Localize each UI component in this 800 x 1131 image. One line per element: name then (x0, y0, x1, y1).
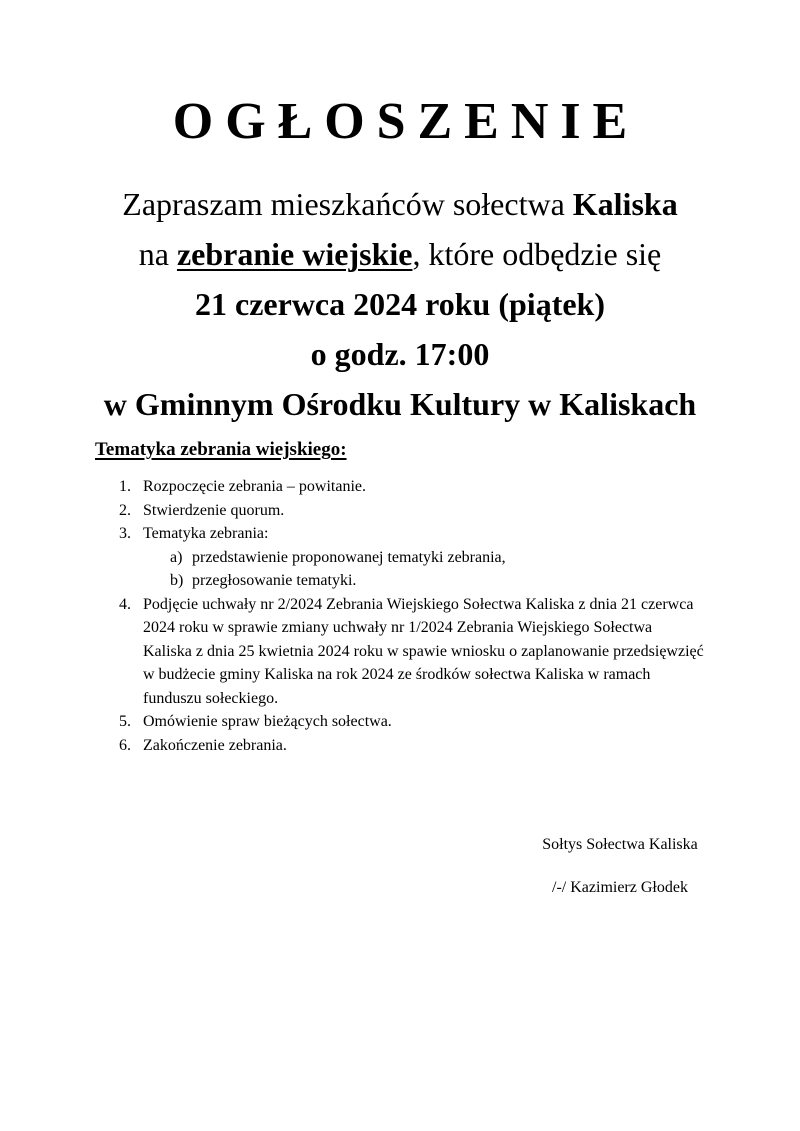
agenda-item-6 (95, 734, 705, 758)
agenda-item-3 (95, 522, 705, 546)
agenda-subitem-text: przedstawienie proponowanej tematyki zebrania, (192, 548, 506, 566)
agenda-item-2 (95, 499, 705, 523)
agenda-item-number: 3. (119, 525, 131, 542)
meeting-prefix: na (138, 236, 177, 272)
intro-block (95, 179, 705, 429)
signature-name: /-/ Kazimierz Głodek (552, 879, 688, 896)
agenda-item-4 (95, 593, 705, 711)
meeting-suffix: , które odbędzie się (412, 236, 662, 272)
agenda-item-text: Podjęcie uchwały nr 2/2024 Zebrania Wiejskiego Sołectwa Kaliska z dnia 21 czerwca 2024 roku w sprawie zmiany uchwały nr 1/2024 Zebrania Wiejskiego Sołectwa Kaliska z dnia 25 kwietnia 2024 roku w spawie wniosku o zaplanowanie przedsięwzięć w budżecie gminy Kaliska na rok 2024 ze środków sołectwa Kaliska w ramach funduszu sołeckiego. (143, 595, 704, 707)
agenda-item-text: Rozpoczęcie zebrania – powitanie. (143, 478, 366, 495)
agenda-item-number: 1. (119, 478, 131, 495)
meeting-time: o godz. 17:00 (310, 336, 490, 372)
agenda-subitem-text: przegłosowanie tematyki. (192, 572, 357, 589)
intro-line-invite (95, 179, 705, 229)
agenda-item-text: Tematyka zebrania: (143, 525, 269, 542)
agenda-item-text: Zakończenie zebrania. (143, 736, 287, 754)
village-name: Kaliska (572, 186, 678, 222)
agenda-subitem-letter: a) (170, 548, 183, 566)
agenda-item-number: 5. (119, 713, 131, 730)
intro-line-meeting (95, 229, 705, 279)
agenda-item-number: 6. (119, 736, 131, 754)
meeting-date: 21 czerwca 2024 roku (piątek) (195, 286, 605, 322)
agenda-heading: Tematyka zebrania wiejskiego: (95, 439, 347, 460)
agenda-item-1 (95, 475, 705, 499)
meeting-place: w Gminnym Ośrodku Kultury w Kaliskach (103, 386, 697, 422)
agenda-item-text: Stwierdzenie quorum. (143, 501, 285, 519)
agenda-item-text: Omówienie spraw bieżących sołectwa. (143, 713, 392, 730)
agenda-subitem-a (95, 546, 705, 570)
agenda-item-5 (95, 710, 705, 734)
document-title: OGŁOSZENIE (172, 93, 640, 150)
agenda-item-number: 2. (119, 501, 131, 519)
meeting-name: zebranie wiejskie (176, 236, 413, 272)
invite-text: Zapraszam mieszkańców sołectwa (122, 186, 573, 222)
signature-role: Sołtys Sołectwa Kaliska (542, 836, 698, 853)
agenda-subitem-letter: b) (170, 572, 184, 589)
signature-block (535, 835, 705, 898)
agenda-list (95, 475, 705, 757)
agenda-item-number: 4. (119, 595, 131, 613)
agenda-subitem-b (95, 569, 705, 593)
